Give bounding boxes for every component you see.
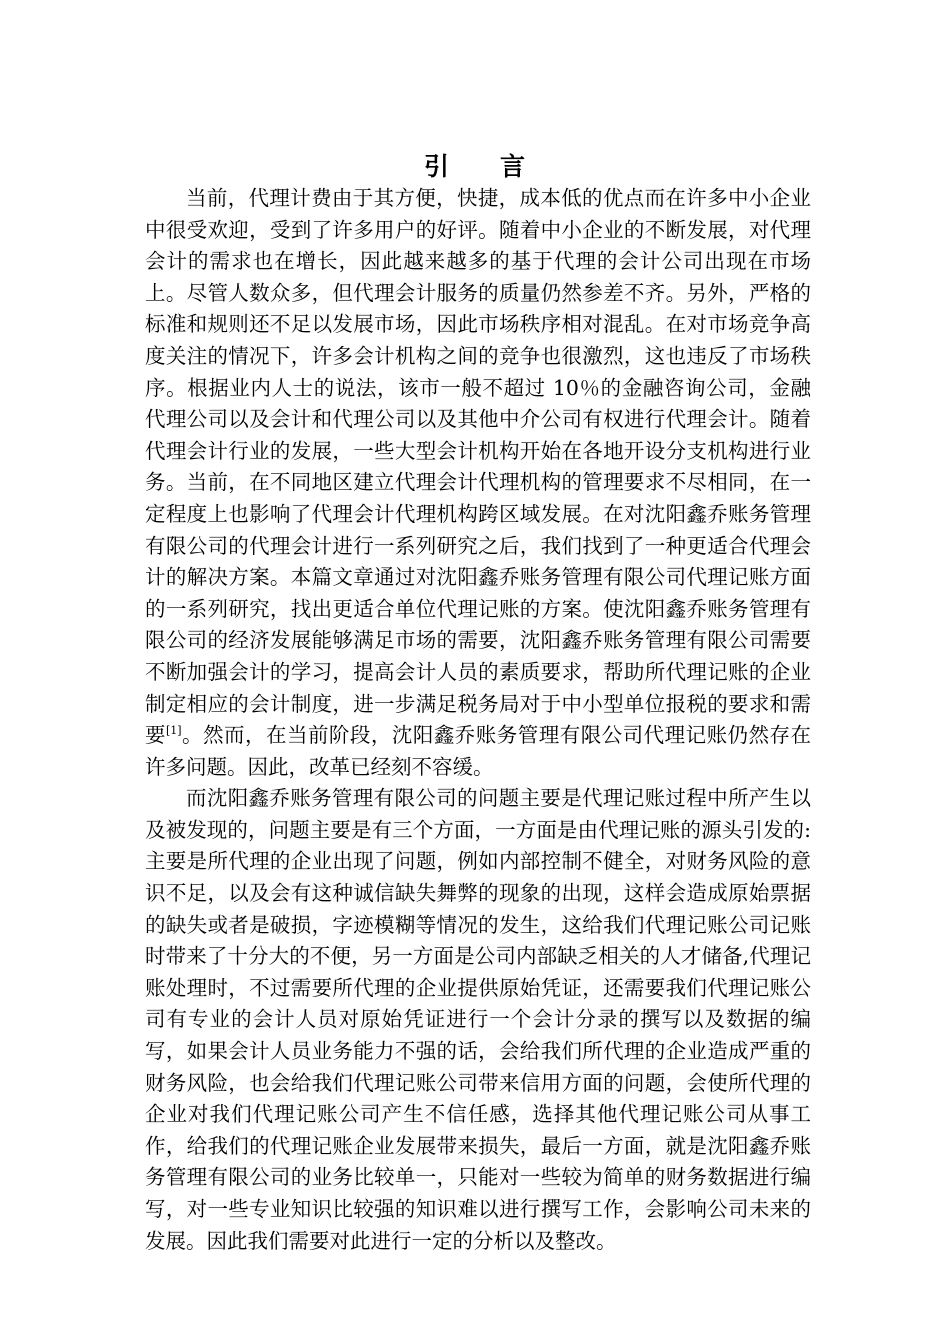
citation-marker: [1] (165, 724, 182, 738)
title-char-2: 言 (500, 152, 527, 181)
section-title (0, 150, 950, 184)
body-text (145, 183, 811, 1257)
paragraph-2: 而沈阳鑫乔账务管理有限公司的问题主要是代理记账过程中所产生以及被发现的，问题主要是有三个方面，一方面是由代理记账的源头引发的:主要是所代理的企业出现了问题，例如内部控制不健全，对财务风险的意识不足，以及会有这种诚信缺失舞弊的现象的出现，这样会造成原始票据的缺失或者是破损，字迹模糊等情况的发生，这给我们代理记账公司记账时带来了十分大的不便，另一方面是公司内部缺乏相关的人才储备,代理记账处理时，不过需要所代理的企业提供原始凭证，还需要我们代理记账公司有专业的会计人员对原始凭证进行一个会计分录的撰写以及数据的编写，如果会计人员业务能力不强的话，会给我们所代理的企业造成严重的财务风险，也会给我们代理记账公司带来信用方面的问题，会使所代理的企业对我们代理记账公司产生不信任感，选择其他代理记账公司从事工作，给我们的代理记账企业发展带来损失，最后一方面，就是沈阳鑫乔账务管理有限公司的业务比较单一，只能对一些较为简单的财务数据进行编写，对一些专业知识比较强的知识难以进行撰写工作，会影响公司未来的发展。因此我们需要对此进行一定的分析以及整改。 (145, 786, 811, 1253)
paragraph-1-text: 当前，代理计费由于其方便，快捷，成本低的优点而在许多中小企业中很受欢迎，受到了许多用户的好评。随着中小企业的不断发展，对代理会计的需求也在增长，因此越来越多的基于代理的会计公司出现在市场上。尽管人数众多，但代理会计服务的质量仍然参差不齐。另外，严格的标准和规则还不足以发展市场，因此市场秩序相对混乱。在对市场竞争高度关注的情况下，许多会计机构之间的竞争也很激烈，这也违反了市场秩序。根据业内人士的说法，该市一般不超过 10％的金融咨询公司，金融代理公司以及会计和代理公司以及其他中介公司有权进行代理会计。随着代理会计行业的发展，一些大型会计机构开始在各地开设分支机构进行业务。当前，在不同地区建立代理会计代理机构的管理要求不尽相同，在一定程度上也影响了代理会计代理机构跨区域发展。在对沈阳鑫乔账务管理有限公司的代理会计进行一系列研究之后，我们找到了一种更适合代理会计的解决方案。本篇文章通过对沈阳鑫乔账务管理有限公司代理记账方面的一系列研究，找出更适合单位代理记账的方案。使沈阳鑫乔账务管理有限公司的经济发展能够满足市场的需要，沈阳鑫乔账务管理有限公司需要不断加强会计的学习，提高会计人员的素质要求，帮助所代理记账的企业制定相应的会计制度，进一步满足税务局对于中小型单位报税的要求和需要 (145, 186, 811, 748)
paragraph-1 (145, 183, 811, 783)
paragraph-1-text-continued: 。然而，在当前阶段，沈阳鑫乔账务管理有限公司代理记账仍然存在许多问题。因此，改革已经刻不容缓。 (145, 723, 812, 779)
title-char-1: 引 (423, 152, 450, 181)
